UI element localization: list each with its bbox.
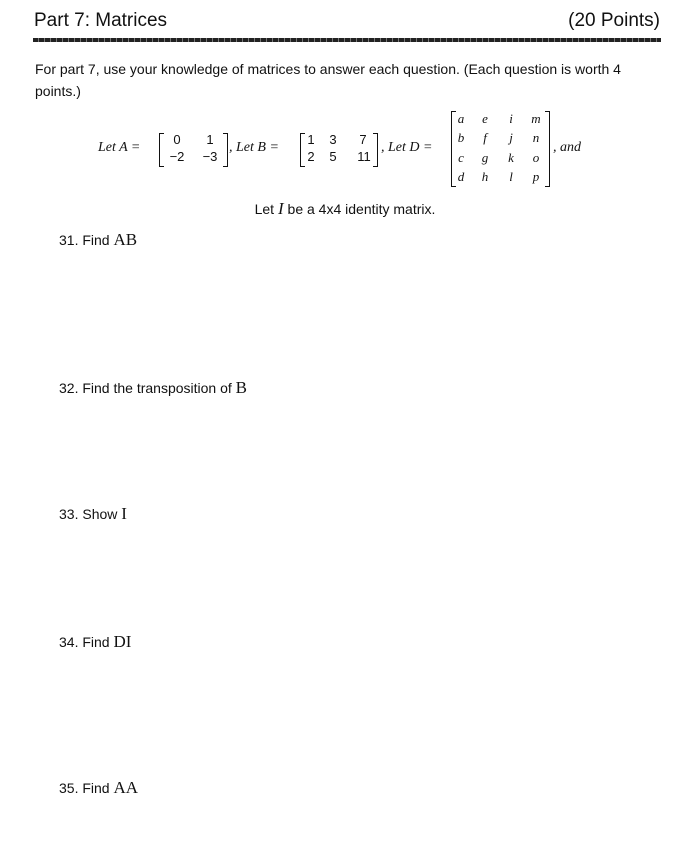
matrix-b-cell: 3 [329,132,337,147]
matrix-d-cell: o [532,150,540,165]
matrix-d-cell: f [483,130,487,145]
identity-pre: Let [254,201,278,217]
matrix-d-cell: e [482,111,488,126]
matrix-b-cell: 11 [357,149,371,164]
matrix-d-cell: j [509,130,513,145]
matrix-d-cell: h [481,169,489,184]
matrix-a-cell: −2 [169,149,185,164]
question-label: 32. Find the transposition of [59,380,236,396]
matrix-b-right-bracket [373,133,378,167]
matrix-d-cell: g [481,150,489,165]
question-expression: AB [113,230,138,249]
matrix-d-cell: c [458,150,464,165]
matrix-a-cell: −3 [202,149,218,164]
matrix-b-cell: 7 [359,132,367,147]
points-label: (20 Points) [568,10,660,31]
question-expression: AA [113,778,139,797]
question-35 [59,778,138,798]
let-d-label: , Let D = [381,140,433,155]
question-expression: B [235,378,248,397]
instructions-text: For part 7, use your knowledge of matrices to answer each question. (Each question is worth 4 points.) [35,61,621,99]
matrix-d-cell: d [457,169,465,184]
page-title: Part 7: Matrices [34,10,168,31]
question-label: 31. Find [59,232,114,248]
question-34 [59,632,131,652]
matrix-definitions [0,0,690,200]
question-33 [59,504,127,524]
matrix-d-cell: l [509,169,513,184]
matrix-d-cell: p [532,169,540,184]
matrix-d-cell: k [508,150,514,165]
matrix-d-right-bracket [545,111,550,187]
identity-definition [0,199,690,219]
identity-symbol: I [277,199,284,218]
matrix-d-cell: a [457,111,465,126]
matrix-d-cell: b [457,130,465,145]
let-b-label: , Let B = [229,140,279,155]
matrix-a-right-bracket [223,133,228,167]
matrix-a-cell: 0 [173,132,181,147]
matrix-a-left-bracket [159,133,164,167]
question-label: 33. Show [59,506,122,522]
question-32 [59,378,247,398]
question-expression: I [121,504,127,523]
matrix-d-cell: i [509,111,513,126]
question-31 [59,230,137,250]
and-label: , and [553,140,581,155]
question-label: 35. Find [59,780,114,796]
matrix-d-cell: n [532,130,540,145]
let-a-label: Let A = [98,140,141,155]
matrix-b-cell: 1 [307,132,315,147]
question-label: 34. Find [59,634,114,650]
identity-post: be a 4x4 identity matrix. [283,201,436,217]
matrix-a-cell: 1 [206,132,214,147]
matrix-b-cell: 2 [307,149,315,164]
question-expression: DI [113,632,132,651]
matrix-b-cell: 5 [329,149,337,164]
matrix-d-cell: m [531,111,541,126]
